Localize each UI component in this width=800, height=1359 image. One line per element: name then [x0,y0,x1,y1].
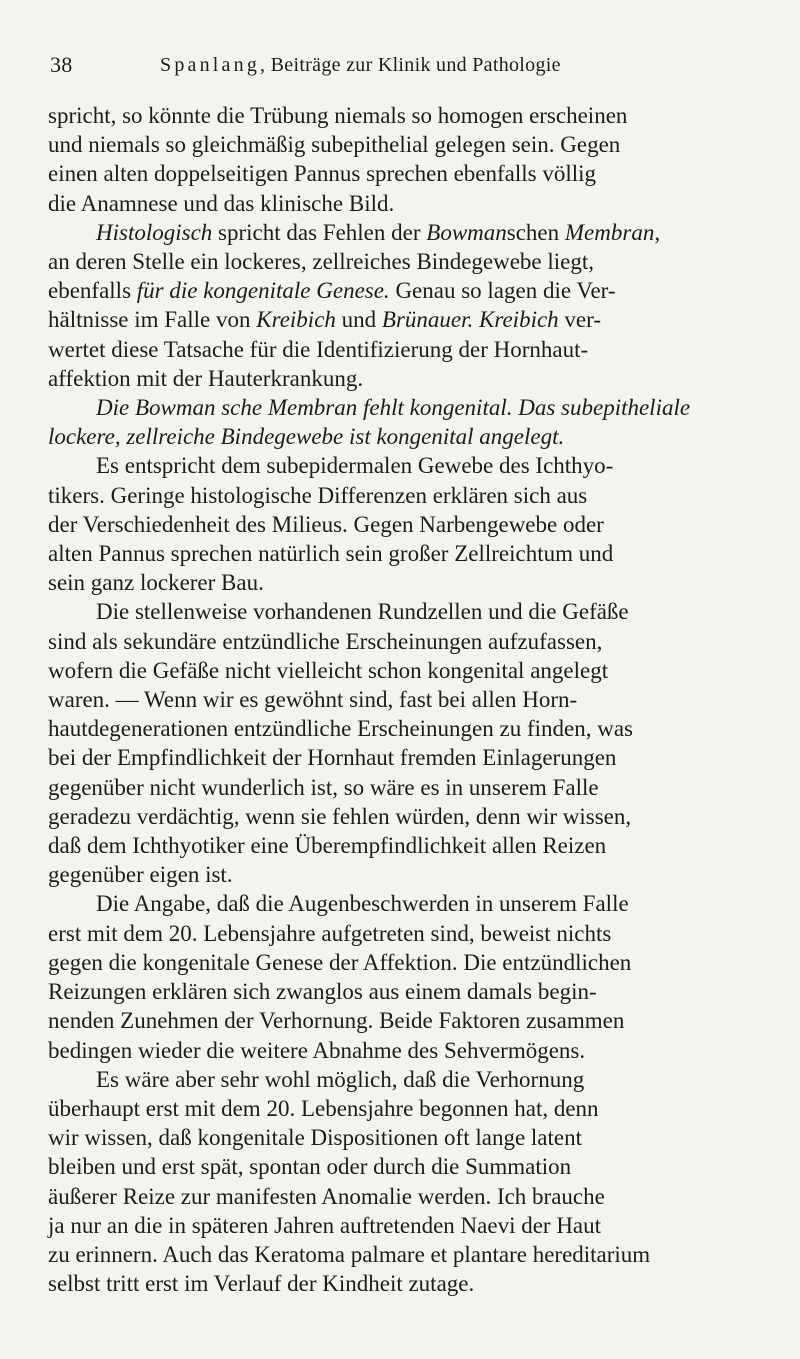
text-span: hältnisse im Falle von [48,307,257,333]
running-header [50,52,750,86]
text-line: der Verschiedenheit des Milieus. Gegen Narbengewebe oder [48,511,604,537]
text-span: Genau so lagen die Ver- [389,278,616,304]
text-line: gegenüber eigen ist. [48,862,233,888]
running-title-rest: , Beiträge zur Klinik und Pathologie [260,54,561,76]
text-line: tikers. Geringe histologische Differenzen erklären sich aus [48,482,588,508]
text-line: affektion mit der Hauterkrankung. [48,365,364,391]
text-line: Es entspricht dem subepidermalen Gewebe des Ichthyo- [96,453,614,479]
text-line: geradezu verdächtig, wenn sie fehlen würden, denn wir wissen, [48,803,632,829]
text-span: , [654,219,661,245]
text-line: Die stellenweise vorhandenen Rundzellen und die Gefäße [96,599,629,625]
italic-term: Histologisch [96,219,213,245]
text-line: gegenüber nicht wunderlich ist, so wäre es in unserem Falle [48,774,599,800]
text-span: spricht das Fehlen der [212,219,427,245]
text-line: wir wissen, daß kongenitale Dispositionen oft lange latent [48,1125,582,1151]
text-line: zu erinnern. Auch das Keratoma palmare et plantare hereditarium [48,1241,651,1267]
text-line: sein ganz lockerer Bau. [48,570,264,596]
italic-name: Kreibich [479,307,559,333]
text-line: überhaupt erst mit dem 20. Lebensjahre begonnen hat, denn [48,1095,599,1121]
italic-line: lockere, zellreiche Bindegewebe ist kongenital angelegt. [48,424,565,450]
text-line: spricht, so könnte die Trübung niemals so homogen erscheinen [48,103,628,128]
text-line [48,218,752,247]
text-line: sind als sekundäre entzündliche Erscheinungen aufzufassen, [48,628,603,654]
text-line: Es wäre aber sehr wohl möglich, daß die Verhornung [96,1066,585,1092]
text-line: bedingen wieder die weitere Abnahme des Sehvermögens. [48,1037,586,1063]
text-span: schen [506,219,565,245]
running-title [160,54,561,77]
italic-phrase: für die kongenitale Genese. [136,278,390,304]
text-line: hautdegenerationen entzündliche Erscheinungen zu finden, was [48,716,633,742]
text-line [48,276,752,305]
text-line: waren. — Wenn wir es gewöhnt sind, fast bei allen Horn- [48,687,578,713]
text-span: und [335,307,382,333]
body-text [48,101,752,1298]
author-name: Spanlang [160,54,261,76]
text-line: bleiben und erst spät, spontan oder durch die Summation [48,1154,572,1180]
text-line [48,305,752,334]
text-line: wertet diese Tatsache für die Identifizierung der Hornhaut- [48,336,589,362]
page-number: 38 [50,52,73,77]
text-line: bei der Empfindlichkeit der Hornhaut fremden Einlagerungen [48,745,617,771]
text-line: daß dem Ichthyotiker eine Überempfindlichkeit allen Reizen [48,833,607,859]
text-line: nenden Zunehmen der Verhornung. Beide Faktoren zusammen [48,1008,625,1034]
text-line: ja nur an die in späteren Jahren auftretenden Naevi der Haut [48,1212,602,1238]
italic-name: Kreibich [256,307,336,333]
text-line: und niemals so gleichmäßig subepithelial gelegen sein. Gegen [48,132,621,158]
italic-name: Bowman [426,219,507,245]
text-line: erst mit dem 20. Lebensjahre aufgetreten sind, beweist nichts [48,920,612,946]
text-span: ver- [558,307,601,333]
text-span: ebenfalls [48,278,137,304]
italic-term: Membran [564,219,655,245]
text-line: einen alten doppelseitigen Pannus sprechen ebenfalls völlig [48,161,597,187]
text-line: gegen die kongenitale Genese der Affektion. Die entzündlichen [48,949,632,975]
text-line: Reizungen erklären sich zwanglos aus einem damals begin- [48,979,597,1005]
text-line: an deren Stelle ein lockeres, zellreiches Bindegewebe liegt, [48,249,595,275]
text-line: wofern die Gefäße nicht vielleicht schon kongenital angelegt [48,657,609,683]
italic-line: Die Bowman sche Membran fehlt kongenital. Das subepitheliale [96,395,691,421]
text-line: Die Angabe, daß die Augenbeschwerden in unserem Falle [96,891,629,917]
text-line: alten Pannus sprechen natürlich sein großer Zellreichtum und [48,541,614,567]
text-line: selbst tritt erst im Verlauf der Kindheit zutage. [48,1271,475,1297]
italic-name: Brünauer. [381,307,474,333]
text-line: äußerer Reize zur manifesten Anomalie werden. Ich brauche [48,1183,605,1209]
text-line: die Anamnese und das klinische Bild. [48,190,395,216]
